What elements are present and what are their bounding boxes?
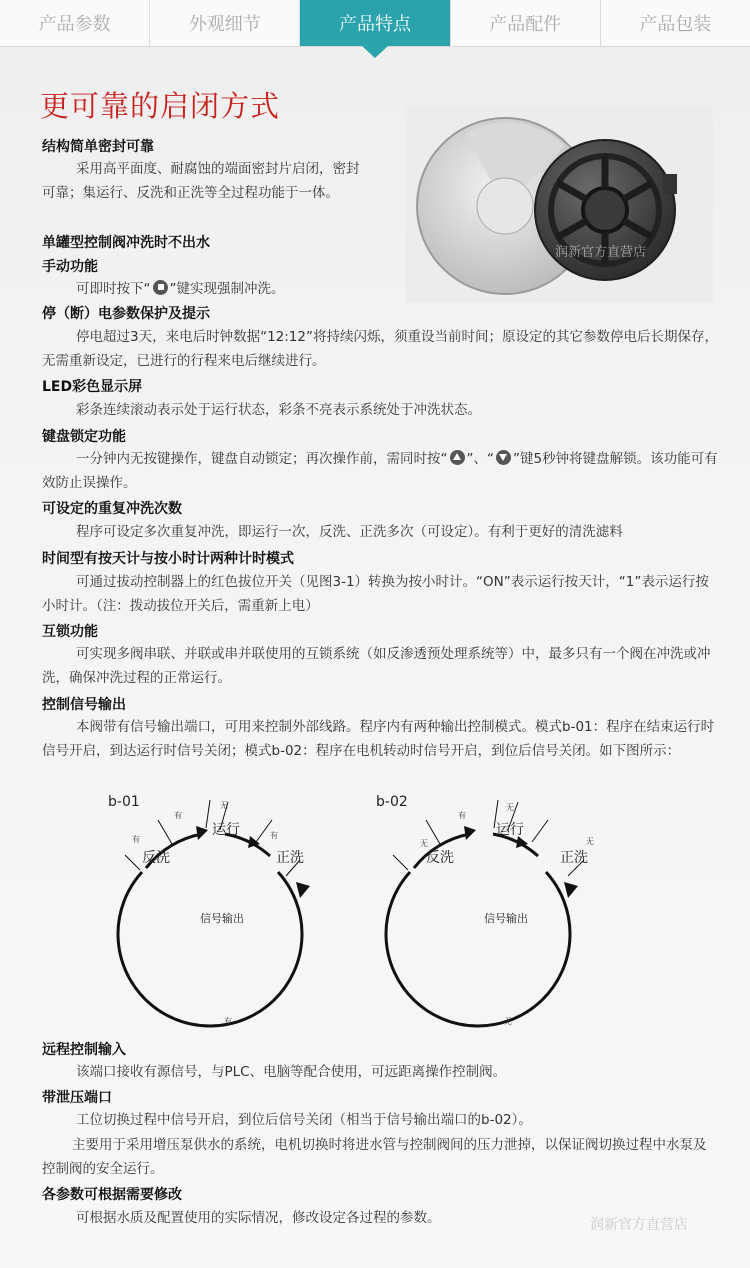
heading-power-protect: 停（断）电参数保护及提示 <box>42 306 210 322</box>
b02-run-label: 运行 <box>496 822 524 838</box>
heading-repeat: 可设定的重复冲洗次数 <box>42 501 182 517</box>
down-key-icon <box>496 450 511 465</box>
tab-accessories[interactable]: 产品配件 <box>451 0 601 46</box>
tab-bar <box>0 0 750 47</box>
b02-rinse-label: 正洗 <box>560 850 588 866</box>
b01-backwash-label: 反洗 <box>142 850 170 866</box>
b01-mark-left-outer: 有 <box>132 835 140 844</box>
text-relief-2: 主要用于采用增压泵供水的系统，电机切换时将进水管与控制阀间的压力泄掉，以保证阀切换过程中水泵及控制阀的安全运行。 <box>42 1137 707 1177</box>
heading-manual: 手动功能 <box>42 259 98 275</box>
heading-interlock: 互锁功能 <box>42 624 98 640</box>
text-power-protect: 停电超过3天，来电后时钟数据“12:12”将持续闪烁，须重设当前时间；原设定的其它参数停电后长期保存，无需重新设定，已进行的行程来电后继续进行。 <box>42 329 718 369</box>
b02-backwash-label: 反洗 <box>426 850 454 866</box>
up-key-icon <box>450 450 465 465</box>
b01-mark-bottom: 有 <box>224 1017 232 1026</box>
b02-mark-top-right: 无 <box>506 803 514 812</box>
text-remote: 该端口接收有源信号，与PLC、电脑等配合使用，可远距离操作控制阀。 <box>76 1064 507 1080</box>
b01-center-label: 信号输出 <box>200 912 244 925</box>
heading-signal-out: 控制信号输出 <box>42 697 126 713</box>
heading-no-water: 单罐型控制阀冲洗时不出水 <box>42 235 210 251</box>
text-keylock-a: 一分钟内无按键操作，键盘自动锁定；再次操作前，需同时按“ <box>76 451 448 467</box>
b02-center-label: 信号输出 <box>484 912 528 925</box>
heading-timing-mode: 时间型有按天计与按小时计两种计时模式 <box>42 551 294 567</box>
heading-seal: 结构简单密封可靠 <box>42 139 154 155</box>
manual-key-icon <box>153 280 168 295</box>
text-params: 可根据水质及配置使用的实际情况，修改设定各过程的参数。 <box>76 1210 441 1226</box>
heading-relief: 带泄压端口 <box>42 1090 112 1106</box>
diagram-b01 <box>80 790 340 1030</box>
b01-mark-left-inner: 有 <box>174 811 182 820</box>
text-repeat: 程序可设定多次重复冲洗，即运行一次，反洗、正洗多次（可设定）。有利于更好的清洗滤料 <box>76 524 623 540</box>
b01-mark-right: 有 <box>270 831 278 840</box>
text-keylock-c: ”键5秒钟将键盘解锁。该功能可有效防止误操作。 <box>42 451 718 491</box>
text-signal-out: 本阀带有信号输出端口，可用来控制外部线路。程序内有两种输出控制模式。模式b-01：程序在结束运行时信号开启，到达运行时信号关闭；模式b-02：程序在电机转动时信号开启，到位后信号关闭。如下图所示： <box>42 719 715 759</box>
text-keylock <box>42 447 718 495</box>
text-manual <box>42 277 718 301</box>
b01-mode-label: b-01 <box>108 794 140 810</box>
seal-disc-photo <box>405 106 713 303</box>
b01-run-label: 运行 <box>212 822 240 838</box>
tab-features[interactable]: 产品特点 <box>300 0 450 46</box>
page-title: 更可靠的启闭方式 <box>40 89 281 123</box>
b02-mark-bottom: 无 <box>504 1017 512 1026</box>
b01-mark-top-right: 无 <box>220 801 228 810</box>
tab-appearance[interactable]: 外观细节 <box>150 0 300 46</box>
tab-packaging[interactable]: 产品包装 <box>601 0 750 46</box>
footer-watermark: 润新官方直营店 <box>590 1217 688 1233</box>
heading-led: LED彩色显示屏 <box>42 379 143 395</box>
text-relief-1: 工位切换过程中信号开启，到位后信号关闭（相当于信号输出端口的b-02）。 <box>76 1112 532 1128</box>
heading-remote: 远程控制输入 <box>42 1042 126 1058</box>
photo-watermark: 润新官方直营店 <box>555 245 647 260</box>
heading-keylock: 键盘锁定功能 <box>42 429 126 445</box>
text-seal: 采用高平面度、耐腐蚀的端面密封片启闭，密封可靠；集运行、反洗和正洗等全过程功能于一体。 <box>42 161 360 201</box>
b02-mark-left-outer: 无 <box>420 839 428 848</box>
tab-product-params[interactable]: 产品参数 <box>0 0 150 46</box>
text-manual-a: 可即时按下“ <box>76 281 151 297</box>
diagram-b02 <box>348 790 608 1030</box>
heading-params: 各参数可根据需要修改 <box>42 1187 182 1203</box>
text-keylock-b: ”、“ <box>466 451 494 467</box>
b02-mark-right: 无 <box>586 837 594 846</box>
text-timing-mode: 可通过拔动控制器上的红色拔位开关（见图3-1）转换为按小时计。“ON”表示运行按天计，“1”表示运行按小时计。（注：拨动拔位开关后，需重新上电） <box>42 574 709 614</box>
b02-mode-label: b-02 <box>376 794 408 810</box>
text-manual-b: ”键实现强制冲洗。 <box>169 281 285 297</box>
b02-mark-left-inner: 有 <box>458 811 466 820</box>
text-led: 彩条连续滚动表示处于运行状态，彩条不亮表示系统处于冲洗状态。 <box>76 402 481 418</box>
text-interlock: 可实现多阀串联、并联或串并联使用的互锁系统（如反渗透预处理系统等）中，最多只有一个阀在冲洗或冲洗，确保冲洗过程的正常运行。 <box>42 646 711 686</box>
b01-rinse-label: 正洗 <box>276 850 304 866</box>
